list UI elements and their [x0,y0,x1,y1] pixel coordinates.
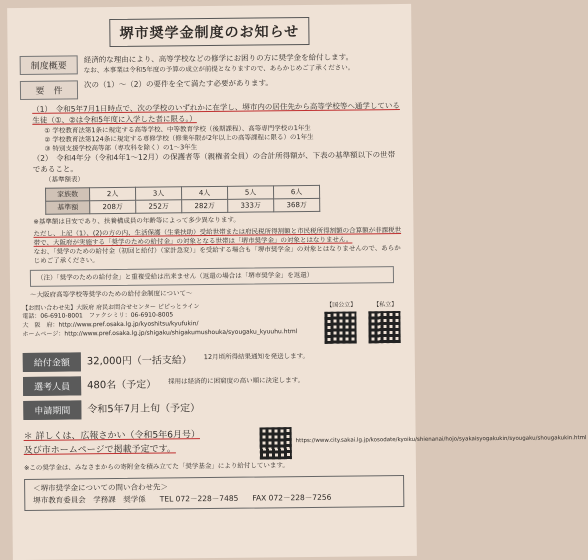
table-cell: 6人 [273,185,319,198]
qr-private[interactable] [368,301,402,344]
exclusion-text-2: なお、「奨学のための給付金（初回と給付）（家計急変）」を受給する場合も「堺市奨学金」の対象とはなりませんので、あらかじめご了承ください。 [33,244,401,266]
table-cell: 3人 [136,187,182,200]
quota-section [23,373,403,396]
contact-link[interactable]: ホームページ：http://www.pref.osaka.lg.jp/shigaku/shigakumushouka/syougaku_kyuuhu.html [22,327,298,338]
requirements-section [20,77,400,100]
footer-fax: FAX 072－228－7256 [252,493,332,503]
school-item-1: ① 学校教育法第1条に規定する高等学校、中等教育学校（後期課程）、高等専門学校の1年生 [44,123,311,135]
footer-tel: TEL 072－228－7485 [159,494,239,504]
details-url[interactable]: https://www.city.sakai.lg.jp/kosodate/kyoiku/shienanai/hojo/syakaisyogakukin/syougaku/shougakukin.html [295,435,587,445]
overview-line-2: なお、本事業は令和5年度の予算の成立が前提となりますので、あらかじめご了承ください。 [83,63,355,75]
exclusion-text: ただし、上記（1）、(2)の方の内、生活保護（生業扶助）受給世帯または府民税所得割額と市民税所得割額の合算額が非課税世帯で、大阪府が実施する「奨学のための給付金」の対象となる世帯は「堺市奨学金」の対象とはなりません。 [33,225,402,247]
qr-code-icon [324,312,356,344]
table-cell: 2人 [90,187,136,200]
table-cell: 4人 [181,186,227,199]
notice-sheet [7,4,587,560]
benefit-amount: 32,000円（一括支給） [86,355,192,368]
osaka-contact [22,301,402,348]
quota-value: 480名（予定） [87,379,157,392]
details-line-2: 及び市ホームページで掲載予定です。 [23,444,176,456]
contact-line: 【お問い合わせ先】大阪府 府民お問合せセンター ピピっとライン [22,302,200,312]
benefit-note: 12月頃所得結果通知を発送します。 [203,352,310,362]
requirements-label: 要 件 [20,80,78,100]
quota-note: 採用は経済的に困窮度の高い順に決定します。 [168,376,305,386]
requirements-intro: 次の（1）～（2）の要件を全て満たす必要があります。 [83,78,273,90]
table-cell: 208万 [90,200,136,213]
requirement-1: （1） 令和5年7月1日時点で、次の学校のいずれかに在学し、堺市内の居住先から高等学校等へ通学している生徒（①、②は令和5年度に入学した者に限る。） [32,100,400,125]
footer-org: 堺市教育委員会 学務課 奨学係 [33,494,146,506]
school-list [20,123,400,154]
details-section [23,421,587,464]
osaka-heading: ～大阪府高等学校等奨学のための給付金制度について～ [30,289,193,300]
qr-public-label: 【国公立】 [326,300,357,309]
income-threshold-table [45,185,320,215]
footer-heading: ＜堺市奨学金についての問い合わせ先＞ [33,482,169,494]
qr-code-icon [368,311,400,343]
details-line-1: ＊ 詳しくは、広報さかい（令和5年6月号） [23,430,200,443]
table-header-family: 家族数 [46,188,90,201]
table-cell: 368万 [274,198,320,211]
qr-public[interactable] [324,301,358,344]
table-caption: （基準額表） [44,175,84,184]
overview-label: 制度概要 [20,55,78,75]
page-title: 堺市奨学金制度のお知らせ [109,17,309,47]
contact-link[interactable]: 大 阪 府：http://www.pref.osaka.lg.jp/kyoshitsu/kyufukin/ [22,320,199,329]
table-cell: 252万 [136,200,182,213]
quota-label: 選考人員 [23,377,81,397]
footer-contact [24,475,404,511]
footnote: ※この奨学金は、みなさまからの寄附金を積み立てた「奨学基金」により給付しています。 [23,461,289,473]
note-box-line-1: （注）「奨学のための給付金」と重複受給は出来ません（返還の場合は「堺市奨学金」を返還） [36,271,314,283]
school-item-2: ② 学校教育法第124条に規定する専修学校（修業年限が2年以上の高等課程に限る）の1年生 [44,132,314,144]
benefit-section [23,349,403,372]
table-note: ※基準額は目安であり、扶養構成員の年齢等によって多少異なります。 [33,215,240,226]
application-period: 令和5年7月上旬（予定） [87,403,201,416]
requirement-2: （2） 令和4年分（令和4年1～12月）の保護者等（親権者全員）の合計所得額が、下表の基準額以下の世帯であること。 [32,150,396,174]
table-row [46,198,320,214]
table-header-amount: 基準額 [46,201,90,214]
qr-code-icon[interactable] [260,427,292,459]
benefit-label: 給付金額 [23,353,81,373]
note-box [30,266,394,287]
contact-line: 電話：06-6910-8001 ファクシミリ：06-6910-8005 [22,311,174,321]
table-cell: 333万 [228,199,274,212]
table-cell: 5人 [227,186,273,199]
application-section [23,397,403,420]
school-item-3: ③ 特別支援学校高等部（専攻科を除く）の1～3年生 [44,143,198,153]
application-label: 申請期間 [23,401,81,421]
table-cell: 282万 [182,199,228,212]
overview-section [20,52,400,76]
overview-line-1: 経済的な理由により、高等学校などの修学にお困りの方に奨学金を給付します。 [83,52,354,65]
qr-private-label: 【私立】 [373,300,398,308]
